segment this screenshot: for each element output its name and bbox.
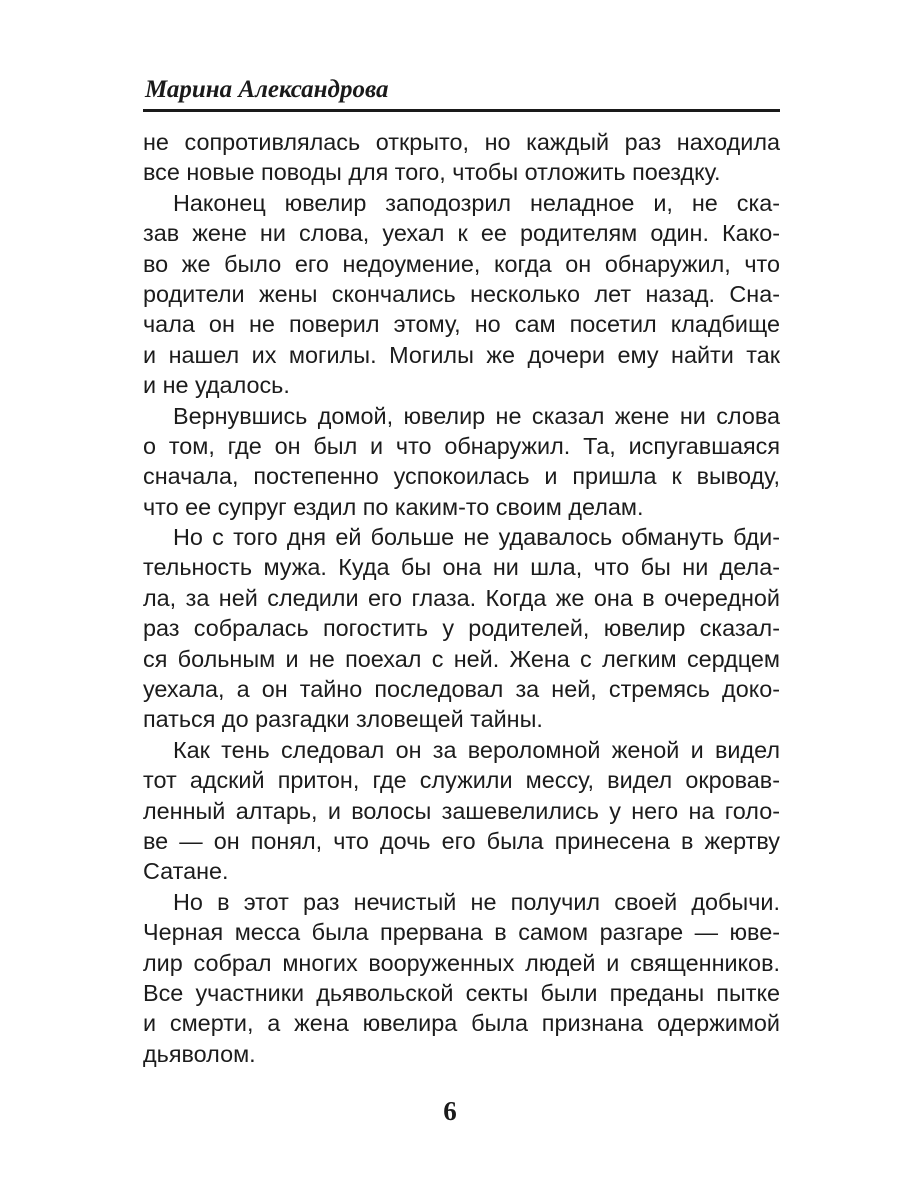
paragraph (143, 522, 780, 735)
text-line: во же было его недоумение, когда он обнаружил, что (143, 250, 780, 277)
text-line: и не удалось. (143, 372, 290, 399)
text-line: Но с того дня ей больше не удавалось обмануть бди- (173, 524, 780, 551)
text-line: раз собралась погостить у родителей, ювелир сказал- (143, 615, 780, 642)
text-line: лир собрал многих вооруженных людей и священников. (143, 949, 780, 976)
text-line: все новые поводы для того, чтобы отложить поездку. (143, 159, 721, 186)
text-line: паться до разгадки зловещей тайны. (143, 706, 543, 733)
body-text (143, 127, 780, 1069)
text-line: Наконец ювелир заподозрил неладное и, не ска- (173, 189, 780, 216)
paragraph (143, 735, 780, 887)
text-line: тот адский притон, где служили мессу, видел окровав- (143, 767, 780, 794)
text-line: родители жены скончались несколько лет назад. Сна- (143, 280, 780, 307)
text-line: ленный алтарь, и волосы зашевелились у него на голо- (143, 797, 780, 824)
text-line: Черная месса была прервана в самом разгаре — юве- (143, 919, 780, 946)
text-line: дьяволом. (143, 1040, 256, 1067)
text-line: ла, за ней следили его глаза. Когда же она в очередной (143, 584, 780, 611)
text-line: Но в этот раз нечистый не получил своей добычи. (173, 888, 780, 915)
text-line: тельность мужа. Куда бы она ни шла, что бы ни дела- (143, 554, 780, 581)
text-line: Как тень следовал он за вероломной женой и видел (173, 736, 780, 763)
text-line: и смерти, а жена ювелира была признана одержимой (143, 1010, 780, 1037)
page-number: 6 (443, 1096, 457, 1126)
text-line: чала он не поверил этому, но сам посетил кладбище (143, 311, 780, 338)
text-line: не сопротивлялась открыто, но каждый раз находила (143, 129, 780, 155)
text-line: Сатане. (143, 858, 229, 885)
text-line: уехала, а он тайно последовал за ней, стремясь доко- (143, 676, 780, 703)
text-line: ве — он понял, что дочь его была принесена в жертву (143, 827, 780, 854)
text-line: о том, где он был и что обнаружил. Та, испугавшаяся (143, 432, 780, 459)
paragraph (143, 188, 780, 401)
header-divider (143, 109, 780, 112)
text-line: Вернувшись домой, ювелир не сказал жене ни слова (173, 402, 780, 429)
text-line: и нашел их могилы. Могилы же дочери ему найти так (143, 341, 780, 368)
paragraph (143, 127, 780, 188)
text-line: что ее супруг ездил по каким-то своим делам. (143, 493, 644, 520)
paragraph (143, 401, 780, 523)
text-line: зав жене ни слова, уехал к ее родителям один. Како- (143, 220, 780, 247)
running-header-author: Марина Александрова (145, 76, 389, 103)
text-line: сначала, постепенно успокоилась и пришла к выводу, (143, 463, 780, 490)
paragraph (143, 887, 780, 1069)
text-line: Все участники дьявольской секты были преданы пытке (143, 979, 780, 1006)
text-line: ся больным и не поехал с ней. Жена с легким сердцем (143, 645, 780, 672)
